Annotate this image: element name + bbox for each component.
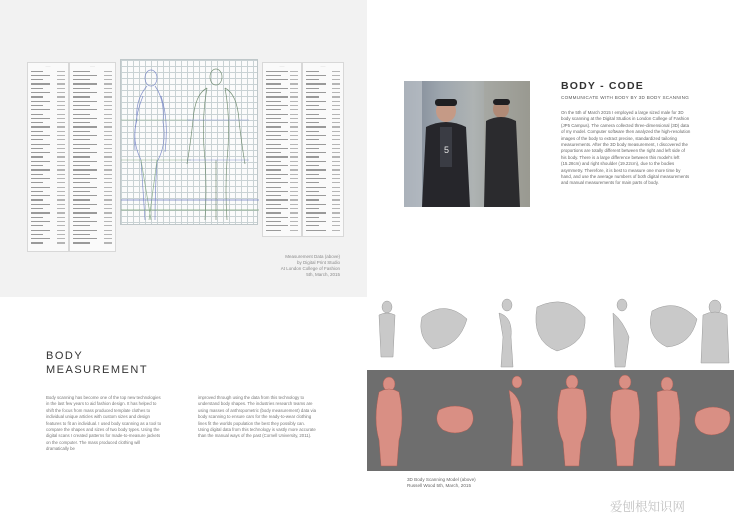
title-line-1: BODY xyxy=(46,350,84,362)
side-body-silhouette xyxy=(121,70,191,220)
measurement-list-panel-2: ····· xyxy=(69,62,116,252)
caption-line: by Digital Print Studio xyxy=(296,260,340,265)
caption-line: 3D Body Scanning Model (above) xyxy=(407,477,476,482)
svg-text:5: 5 xyxy=(444,145,450,155)
caption-line: 5th, March, 2015 xyxy=(306,272,340,277)
front-body-silhouette xyxy=(187,69,249,220)
photo-two-men xyxy=(404,81,530,207)
measurement-data-caption xyxy=(250,254,340,278)
measurement-row xyxy=(303,228,343,232)
body-measurement-column-1: Body scanning has become one of the top new technologies in the last few years to aid fashion design. It has helped to shift the focus from mass produced template clothes to individual unique articles with custom sizes and design features to fit an individual. I used body scanning as a tool to compare the shapes and sizes of two body types. Using the digital scans I created patterns for made-to-measure jackets on the computer. The mass produced clothing will dramatically be xyxy=(46,395,162,452)
watermark: 爱刨根知识网 xyxy=(610,499,686,514)
measurement-list-panel-3: ····· xyxy=(262,62,302,237)
scan-model-strip-dark xyxy=(367,370,734,471)
title-line-2: MEASUREMENT xyxy=(46,364,149,376)
scan-model-caption xyxy=(407,477,476,489)
body-code-paragraph: On the 5th of March 2015 I employed a large sized male for 3D body scanning at the Digital Studios in London College of Fashion (JP5 Campus). The camera collected three-dimensional (3D) data of my model. Computer software then analyzed the high-resolution images of the body to extract precise, standardized tailoring measurements. After the 3D body measurement, I discovered the proportions are totally different between the right and left side of his body. There is a large difference between this model's left (15.28cm) and right shoulder (19.22cm), due to the bodies asymmetry. Therefore, it is best to measure one more time by hand, and use the average numbers of both digital measurements and manual measurements for main parts of body. xyxy=(561,110,691,186)
body-code-title: BODY - CODE xyxy=(561,80,645,92)
body-measurement-column-2: improved through using the data from this technology to understand body shapes. The industries research teams are using masses of anthropometric (body measurement) data via body scanning to ensure cars for the ready-to-wear clothing lines fit the worlds population the best they possibly can. Using digital data from this technology is vastly more accurate than the manual ways of the past (Cornell University, 2011). xyxy=(198,395,316,439)
measurement-row xyxy=(70,241,115,245)
body-measurement-title xyxy=(46,349,148,377)
measurement-list-panel-1: ····· xyxy=(27,62,69,252)
body-silhouettes xyxy=(121,60,259,226)
caption-line: At London College of Fashion xyxy=(280,266,340,271)
caption-line: Russell Wood 5th, March, 2015 xyxy=(407,483,472,489)
scan-model-strip-light xyxy=(367,297,734,370)
measurement-row xyxy=(263,228,301,232)
body-code-subtitle: COMMUNICATE WITH BODY BY 3D BODY SCANNING xyxy=(561,95,690,100)
body-measurement-grid xyxy=(120,59,258,225)
measurement-list-panel-4: ····· xyxy=(302,62,344,237)
measurement-row xyxy=(28,241,68,245)
caption-line: Measurement Data (above) xyxy=(285,254,340,259)
